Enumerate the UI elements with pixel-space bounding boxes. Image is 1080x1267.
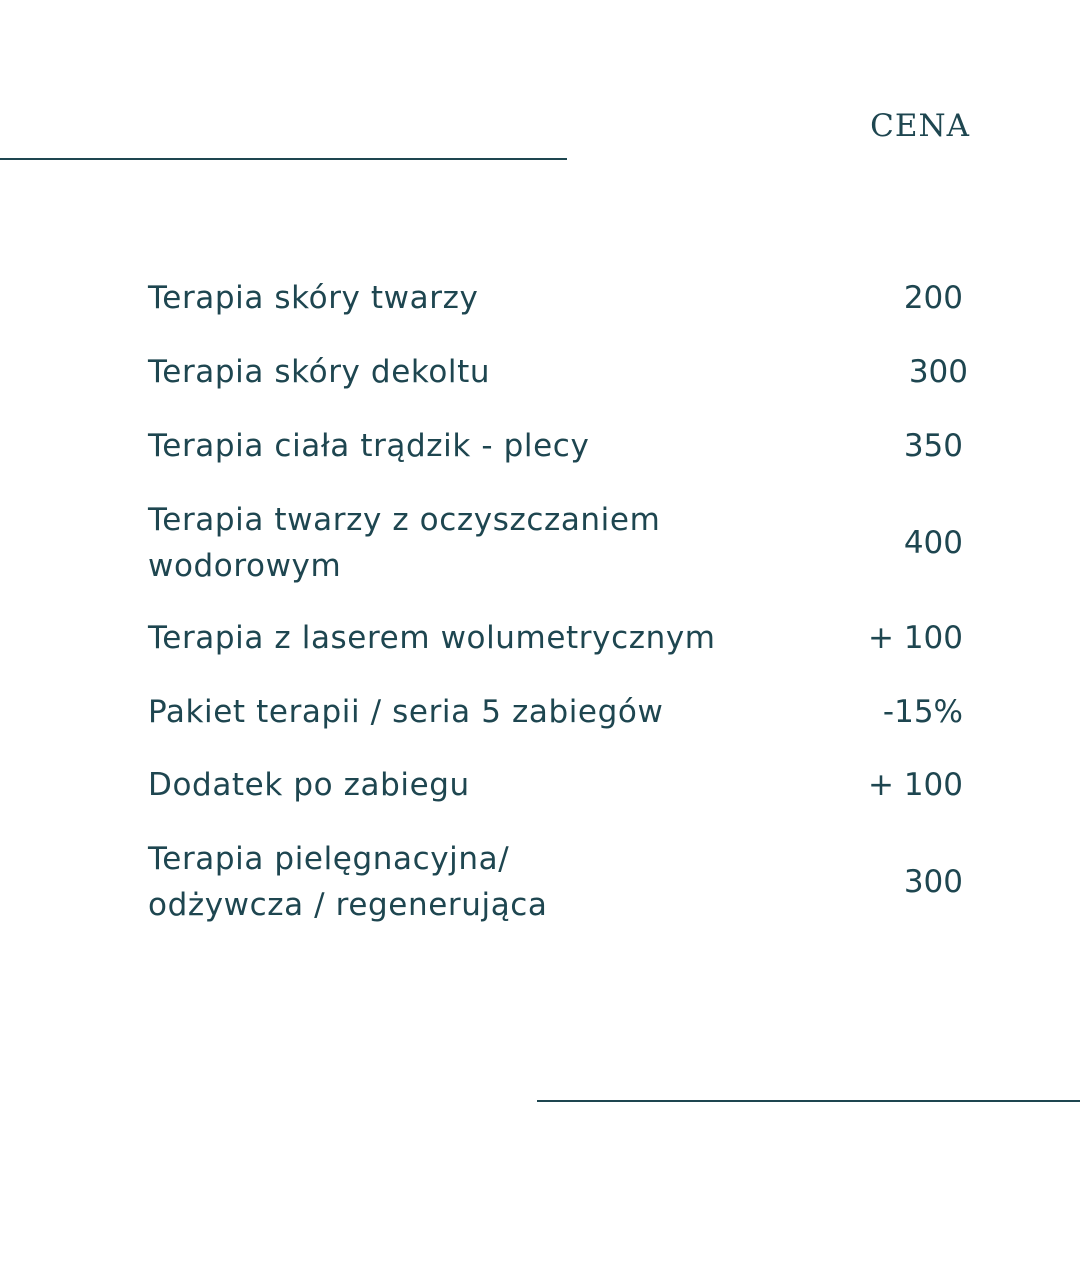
bottom-divider xyxy=(537,1100,1080,1102)
service-price: + 100 xyxy=(868,620,963,656)
service-name: Terapia twarzy z oczyszczaniem wodorowym xyxy=(148,502,661,584)
list-item xyxy=(148,836,968,928)
list-item xyxy=(148,497,968,589)
service-price: 300 xyxy=(908,354,968,390)
service-name: Terapia pielęgnacyjna/ odżywcza / regenerująca xyxy=(148,841,548,923)
service-name: Terapia z laserem wolumetrycznym xyxy=(148,620,716,656)
price-column-header: CENA xyxy=(870,108,970,144)
service-name: Pakiet terapii / seria 5 zabiegów xyxy=(148,694,664,730)
service-price: 300 xyxy=(903,864,963,900)
list-item xyxy=(148,349,968,395)
service-name: Dodatek po zabiegu xyxy=(148,767,470,803)
list-item xyxy=(148,423,968,469)
service-price: + 100 xyxy=(868,767,963,803)
service-price: 200 xyxy=(903,280,963,316)
list-item xyxy=(148,689,968,735)
list-item xyxy=(148,762,968,808)
list-item xyxy=(148,275,968,321)
service-name: Terapia ciała trądzik - plecy xyxy=(148,428,590,464)
service-name: Terapia skóry twarzy xyxy=(148,280,479,316)
service-name: Terapia skóry dekoltu xyxy=(148,354,491,390)
service-price: -15% xyxy=(882,694,963,730)
service-price: 400 xyxy=(903,525,963,561)
service-price: 350 xyxy=(903,428,963,464)
list-item xyxy=(148,615,968,661)
